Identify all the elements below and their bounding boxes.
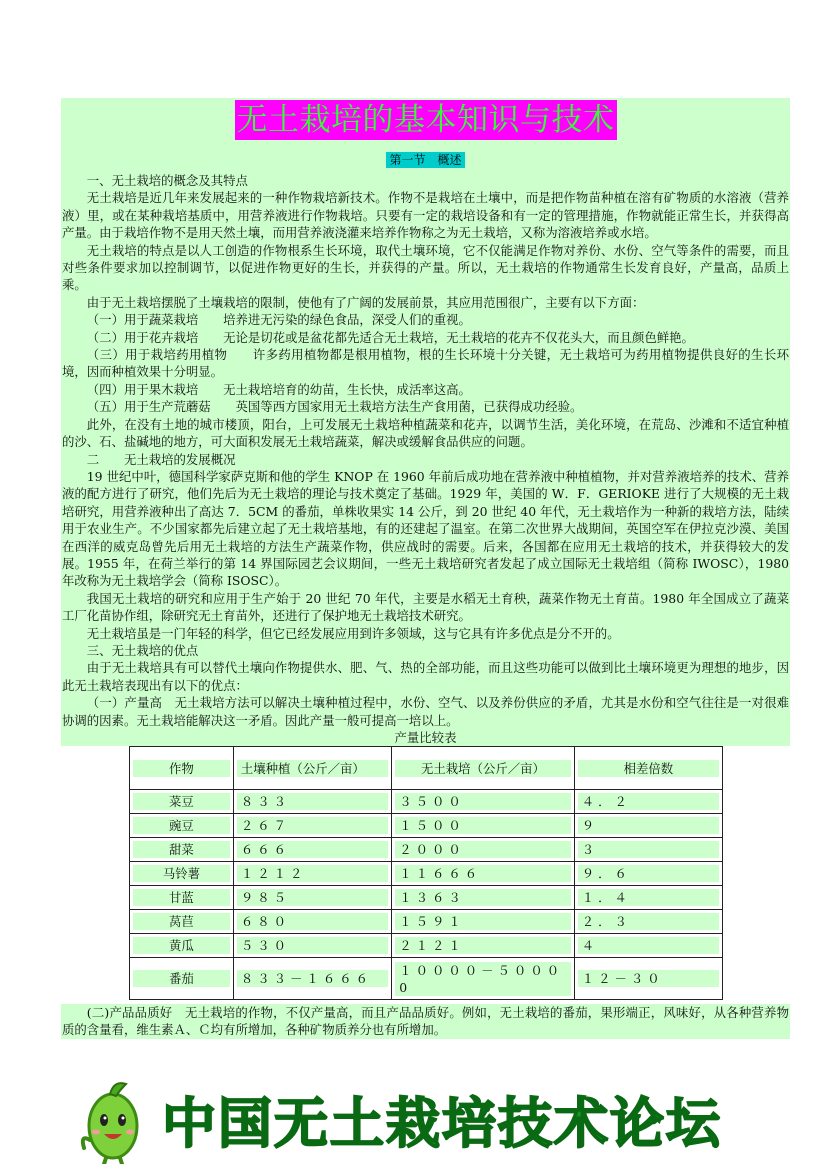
table-wrapper xyxy=(61,746,790,1000)
title-row xyxy=(61,98,790,142)
list-item-flowers: （二）用于花卉栽培 无论是切花或是盆花都先适合无土栽培，无土栽培的花卉不仅花头大，而且颜色鲜艳。 xyxy=(86,329,694,345)
list-item-vegetables: （一）用于蔬菜栽培 培养进无污染的绿色食品，深受人们的重视。 xyxy=(86,312,471,328)
after-table-text xyxy=(61,1004,790,1039)
section-row xyxy=(61,142,790,172)
article-text xyxy=(61,172,790,729)
paragraph: 我国无土栽培的研究和应用于生产始于 20 世纪 70 年代，主要是水稻无土育秧，蔬菜作物无土育苗。1980 年全国成立了蔬菜工厂化苗协作组，除研究无土育苗外，还进行了保护地无土栽培技术研究。 xyxy=(62,590,789,624)
table-row: 番茄 ８３３－１６６６ １００００－５０００0 １２－３０ xyxy=(130,958,723,1000)
paragraph: 无土栽培的特点是以人工创造的作物根系生长环境，取代土壤环境，它不仅能满足作物对养份、水份、空气等条件的需要，而且对些条件要求加以控制调节，以促进作物更好的生长，并获得的产量。所以，无土栽培的作物通常生长发育良好，产量高，品质上乘。 xyxy=(62,242,789,293)
heading-advantages: 三、无土栽培的优点 xyxy=(86,642,199,658)
list-item-fruit: （四）用于果木栽培 无土栽培培育的幼苗，生长快，成活率这高。 xyxy=(86,381,471,397)
table-row: 菜豆 ８３３ ３５００ ４．２ xyxy=(130,790,723,814)
document-title: 无土栽培的基本知识与技术 xyxy=(236,102,615,138)
header-cell: 作物 xyxy=(130,747,234,790)
table-row: 豌豆 ２６７ １５００ ９ xyxy=(130,814,723,838)
heading-history: 二 无土栽培的发展概况 xyxy=(86,451,236,467)
paragraph-quality: (二)产品品质好 无土栽培的作物，不仅产量高，而且产品品质好。例如，无土栽培的番茄，果形端正，风味好，从各种营养物质的含量看，维生素Ａ、Ｃ均有所增加，各种矿物质养分也有所增加。 xyxy=(62,1005,789,1038)
list-item-medicinal: （三）用于栽培药用植物 许多药用植物都是根用植物，根的生长环境十分关键，无土栽培可为药用植物提供良好的生长环境，因而种植效果十分明显。 xyxy=(62,347,789,380)
heading-concept: 一、无土栽培的概念及其特点 xyxy=(86,173,248,188)
paragraph: 19 世纪中叶，德国科学家萨克斯和他的学生 KNOP 在 1960 年前后成功地在营养液中种植植物，并对营养液培养的技术、营养液的配方进行了研究，他们先后为无土栽培的理论与技术奠定了基础。1929 年，美国的 W．F．GERIOKE 进行了大规模的无土栽培研究，用营养液种出了高达 7．5CM 的番茄，单株收果实 14 公斤，到 20 世纪 40 年代，无土栽培作为一种新的栽培方法，陆续用于农业生产。不少国家都先后建立起了无土栽培基地，有的还建起了温室。在第二次世界大战期间，英国空军在伊拉克沙漠、美国在西洋的威克岛曾先后用无土栽培的方法生产蔬菜作物，供应战时的需要。后来，各国都在应用无土栽培的技术，并获得较大的发展。1955 年，在荷兰举行的第 14 界国际园艺会议期间，一些无土栽培研究者发起了成立国际无土栽培组（简称 IWOSC），1980 年改称为无土栽培学会（简称 ISOSC）。 xyxy=(62,468,789,589)
list-item-mushroom: （五）用于生产荒蘑菇 英国等西方国家用无土栽培方法生产食用菌，已获得成功经验。 xyxy=(86,399,583,415)
header-cell: 相差倍数 xyxy=(574,747,722,790)
table-row: 甜菜 ６６６ ２０００ ３ xyxy=(130,838,723,862)
yield-comparison-table xyxy=(129,746,723,1000)
table-row: 黄瓜 ５３０ ２１２１ ４ xyxy=(130,934,723,958)
table-header-row xyxy=(130,747,723,790)
paragraph: 无土栽培虽是一门年轻的科学，但它已经发展应用到许多领域，这与它具有许多优点是分不开的。 xyxy=(86,625,620,641)
document-body xyxy=(61,98,790,746)
green-bean-mascot-icon xyxy=(70,1078,156,1164)
paragraph: 由于无土栽培具有可以替代土壤向作物提供水、肥、气、热的全部功能，而且这些功能可以做到比土壤环境更为理想的地步，因此无土栽培表现出有以下的优点： xyxy=(62,660,789,693)
paragraph: 无土栽培是近几年来发展起来的一种作物栽培新技术。作物不是栽培在土壤中，而是把作物苗种植在溶有矿物质的水溶液（营养液）里，或在某种栽培基质中，用营养液进行作物栽培。只要有一定的栽培设备和有一定的管理措施，作物就能正常生长，并获得高产量。由于栽培作物不是用天然土壤，而用营养液浇灌来培养作物称之为无土栽培，又称为溶液培养或水培。 xyxy=(62,190,789,241)
section-heading: 第一节 概述 xyxy=(386,152,464,168)
table-row: 马铃薯 １２１２ １１６６６ ９．６ xyxy=(130,862,723,886)
table-row: 甘蓝 ９８５ １３６３ １．４ xyxy=(130,886,723,910)
forum-banner xyxy=(70,1082,770,1164)
table-row: 莴苣 ６８０ １５９１ ２．３ xyxy=(130,910,723,934)
forum-banner-text: 中国无土栽培技术论坛 xyxy=(162,1092,722,1155)
table-caption: 产量比较表 xyxy=(394,730,457,745)
paragraph: 由于无土栽培摆脱了土壤栽培的限制，使他有了广阔的发展前景，其应用范围很广，主要有以下方面： xyxy=(86,294,645,310)
document-page xyxy=(61,98,790,1039)
header-cell: 无土栽培（公斤／亩） xyxy=(392,747,575,790)
paragraph: （一）产量高 无土栽培方法可以解决土壤种植过程中，水份、空气、以及养份供应的矛盾，尤其是水份和空气往往是一对很难协调的因素。无土栽培能解决这一矛盾。因此产量一般可提高一培以上。 xyxy=(62,695,789,728)
paragraph: 此外，在没有土地的城市楼顶，阳台，上可发展无土栽培种植蔬菜和花卉，以调节生活，美化环境，在荒岛、沙滩和不适宜种植的沙、石、盐碱地的地方，可大面积发展无土栽培蔬菜，解决或缓解食品供应的问题。 xyxy=(62,416,789,450)
header-cell: 土壤种植（公斤／亩） xyxy=(233,747,391,790)
